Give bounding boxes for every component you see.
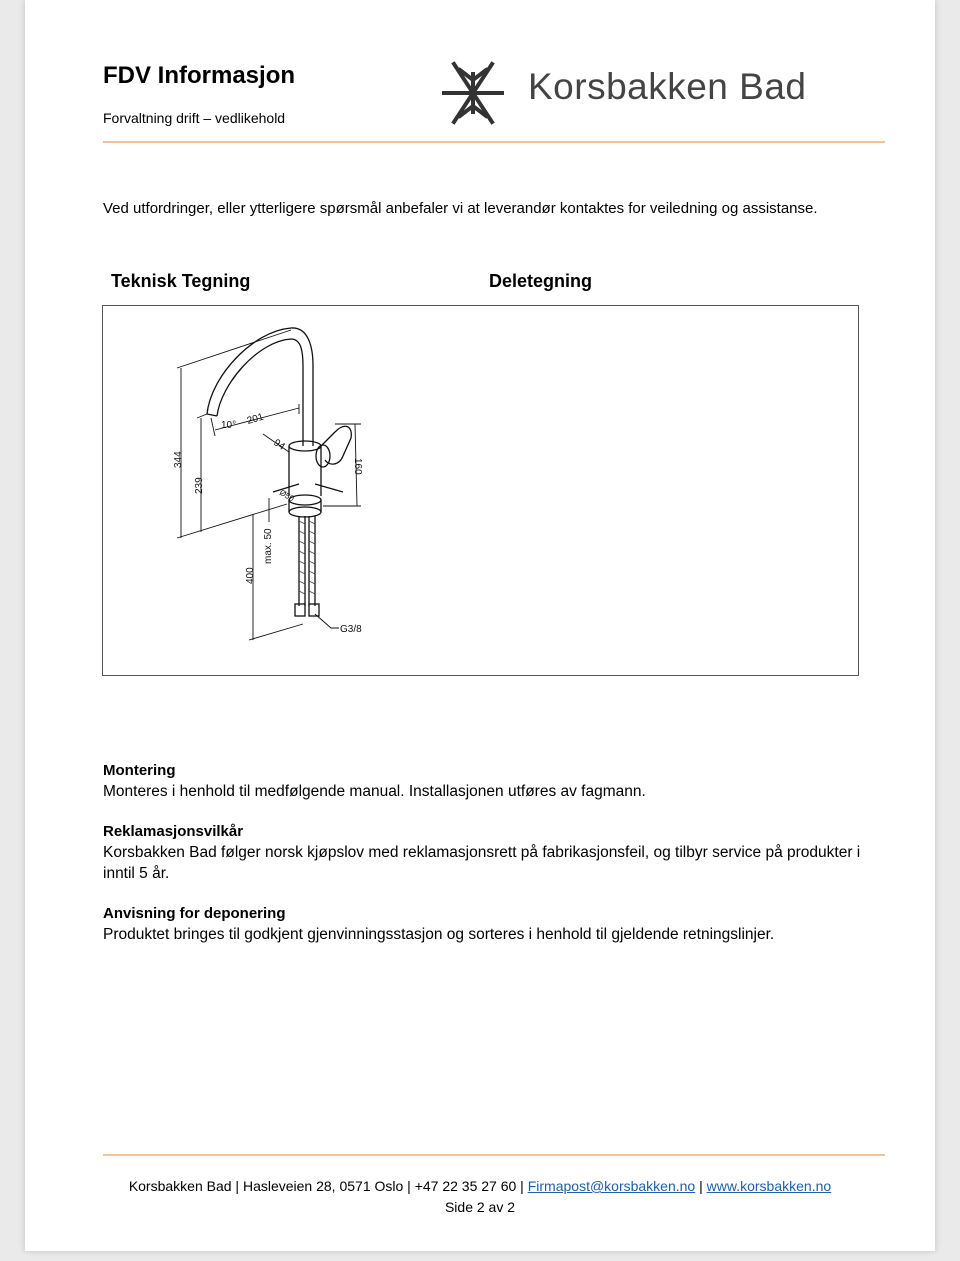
dim-lever: 160 bbox=[352, 458, 363, 475]
page-number: Side 2 av 2 bbox=[444, 1199, 516, 1215]
section-heading: Anvisning for deponering bbox=[103, 905, 286, 922]
section-text: Korsbakken Bad følger norsk kjøpslov med reklamasjonsrett på fabrikasjonsfeil, og tilbyr service på produkter i inntil 5 år. bbox=[103, 844, 861, 882]
section-heading: Montering bbox=[103, 762, 176, 779]
section-text: Produktet bringes til godkjent gjenvinningsstasjon og sorteres i henhold til gjeldende retningslinjer. bbox=[103, 926, 775, 943]
brand-mark-icon bbox=[440, 60, 506, 126]
footer-address: Korsbakken Bad | Hasleveien 28, 0571 Oslo | +47 22 35 27 60 | bbox=[128, 1178, 528, 1194]
brand-name: Korsbakken Bad bbox=[528, 66, 807, 107]
footer-contact bbox=[0, 1178, 960, 1194]
footer-separator: | bbox=[695, 1178, 707, 1194]
heading-parts-drawing: Deletegning bbox=[489, 271, 593, 291]
dim-height-spout: 239 bbox=[194, 477, 205, 494]
drawing-frame bbox=[102, 305, 859, 676]
brand-logo bbox=[440, 58, 830, 128]
section-disposal bbox=[103, 903, 863, 945]
footer-website-link[interactable]: www.korsbakken.no bbox=[706, 1178, 832, 1194]
page-subtitle: Forvaltning drift – vedlikehold bbox=[103, 110, 286, 126]
section-text: Monteres i henhold til medfølgende manual. Installasjonen utføres av fagmann. bbox=[103, 783, 646, 800]
section-warranty bbox=[103, 821, 863, 884]
dim-thread: G3/8 bbox=[340, 624, 362, 635]
dim-angle: 10° bbox=[221, 420, 237, 431]
heading-technical-drawing: Teknisk Tegning bbox=[111, 271, 251, 291]
footer-divider bbox=[103, 1154, 885, 1156]
section-mounting bbox=[103, 760, 863, 802]
dim-body: 94 bbox=[271, 437, 287, 453]
dim-max-thickness: max. 50 bbox=[263, 528, 274, 564]
page-title: FDV Informasjon bbox=[103, 62, 296, 89]
section-heading: Reklamasjonsvilkår bbox=[103, 823, 244, 840]
intro-text: Ved utfordringer, eller ytterligere spørsmål anbefaler vi at leverandør kontaktes for veiledning og assistanse. bbox=[103, 200, 818, 217]
dim-hose: 400 bbox=[245, 567, 256, 584]
dim-reach: 201 bbox=[245, 411, 265, 427]
footer-email-link[interactable]: Firmapost@korsbakken.no bbox=[527, 1178, 696, 1194]
faucet-technical-drawing bbox=[103, 306, 858, 675]
dim-base: Ø50 bbox=[278, 487, 296, 504]
dim-height-total: 344 bbox=[173, 451, 184, 468]
header-divider bbox=[103, 141, 885, 143]
